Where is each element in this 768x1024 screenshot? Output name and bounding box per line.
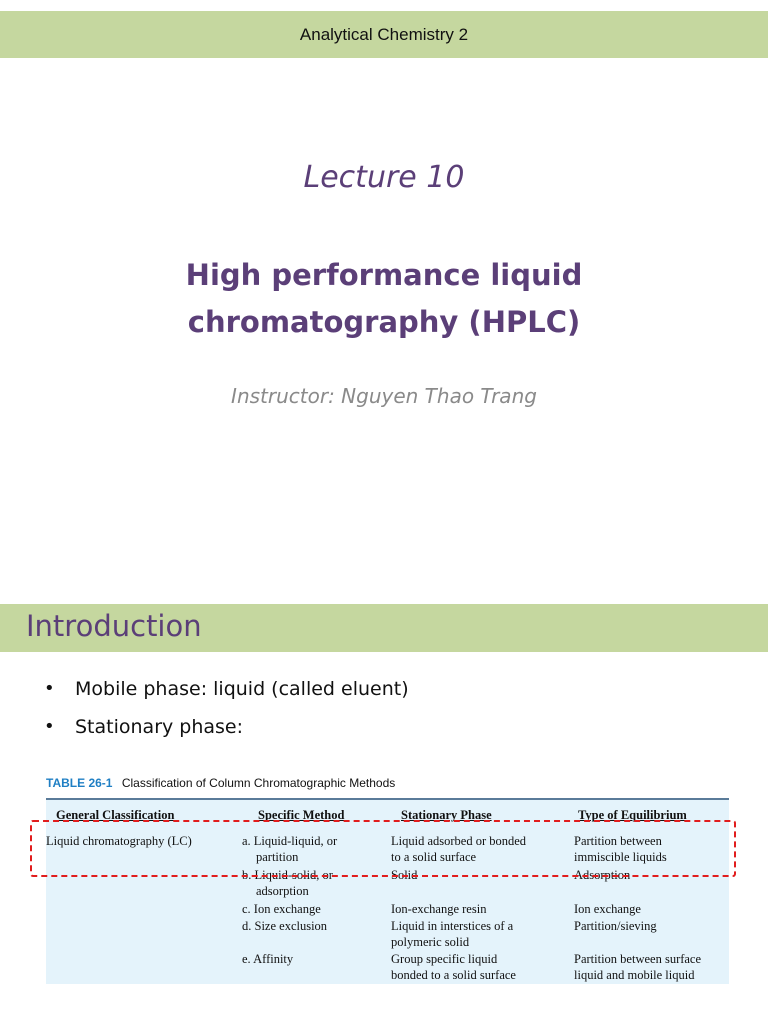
table-cell-line: liquid and mobile liquid	[574, 968, 695, 982]
lecture-title-line-2: chromatography (HPLC)	[187, 305, 581, 339]
table-caption	[46, 776, 395, 790]
bullet-text: Stationary phase:	[75, 716, 244, 738]
table-cell-equilibrium: Adsorption	[574, 868, 631, 882]
table-cell-method: d. Size exclusion	[242, 919, 328, 933]
bullet-list	[44, 678, 409, 754]
table-header-equilibrium: Type of Equilibrium	[578, 808, 687, 822]
course-title: Analytical Chemistry 2	[299, 24, 469, 44]
table-header-phase: Stationary Phase	[401, 808, 492, 822]
table-cell-line: polymeric solid	[391, 935, 470, 949]
table-cell-phase: Ion-exchange resin	[391, 902, 487, 916]
table-cell-general: Liquid chromatography (LC)	[46, 834, 192, 848]
table-number: TABLE 26-1	[46, 776, 113, 790]
table-header-method: Specific Method	[258, 808, 345, 822]
course-header-bar	[0, 11, 768, 58]
table-cell-line: b. Liquid-solid, or	[242, 868, 333, 882]
table-cell-equilibrium: Partition/sieving	[574, 919, 657, 933]
table-cell-line: partition	[256, 850, 299, 864]
table-cell-line: bonded to a solid surface	[391, 968, 516, 982]
table-cell-line: a. Liquid-liquid, or	[242, 834, 338, 848]
bullet-item	[44, 678, 409, 716]
bullet-glyph: •	[44, 678, 55, 699]
bullet-item	[44, 716, 409, 754]
table-cell-line: Partition between	[574, 834, 662, 848]
table-cell-line: Group specific liquid	[391, 952, 498, 966]
table-cell-line: Liquid in interstices of a	[391, 919, 514, 933]
instructor-name: Instructor: Nguyen Thao Trang	[231, 384, 537, 408]
table-cell-line: Partition between surface	[574, 952, 702, 966]
table-cell-phase: Solid	[391, 868, 418, 882]
introduction-slide	[0, 580, 768, 1024]
table-caption-text: Classification of Column Chromatographic Methods	[121, 776, 396, 790]
introduction-header-bar	[0, 604, 768, 652]
lecture-title	[0, 252, 768, 346]
table-cell-line: to a solid surface	[391, 850, 477, 864]
table-cell-equilibrium: Ion exchange	[574, 902, 641, 916]
bullet-glyph: •	[44, 716, 55, 737]
table-cell-method: e. Affinity	[242, 952, 294, 966]
table-cell-line: adsorption	[256, 884, 309, 898]
lecture-number: Lecture 10	[303, 160, 465, 195]
bullet-text: Mobile phase: liquid (called eluent)	[75, 678, 409, 700]
table-header-general: General Classification	[56, 808, 175, 822]
table-cell-line: Liquid adsorbed or bonded	[391, 834, 527, 848]
table-cell-phase	[391, 918, 513, 950]
lecture-title-line-1: High performance liquid	[185, 258, 583, 292]
table-cell-line: immiscible liquids	[574, 850, 667, 864]
table-cell-phase	[391, 951, 516, 983]
table-cell-method: c. Ion exchange	[242, 902, 321, 916]
table-cell-equilibrium	[574, 951, 701, 983]
highlight-box	[30, 820, 736, 877]
introduction-heading: Introduction	[26, 609, 202, 643]
